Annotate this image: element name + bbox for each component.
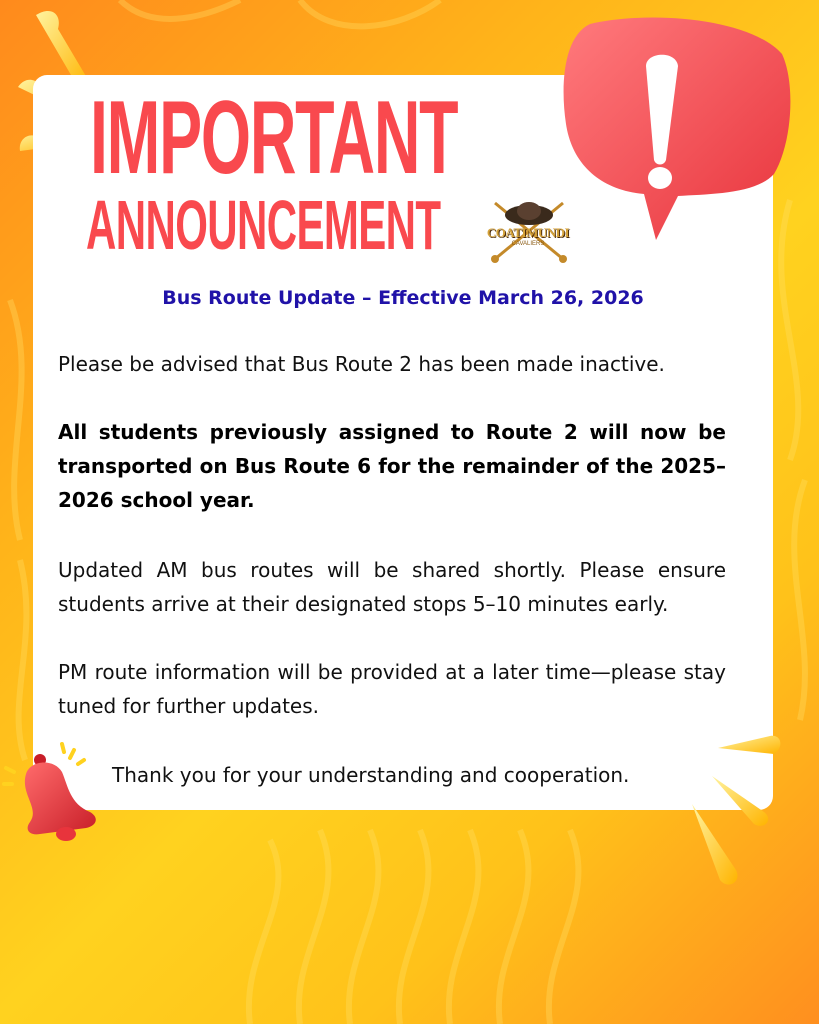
logo-name: COATIMUNDI <box>486 225 570 240</box>
closing-message: Thank you for your understanding and cooperation. <box>112 763 630 787</box>
subtitle: Bus Route Update – Effective March 26, 2026 <box>162 287 644 309</box>
paragraph-route-inactive: Please be advised that Bus Route 2 has been made inactive. <box>58 352 665 376</box>
title-announcement: ANNOUNCEMENT <box>86 186 441 264</box>
party-cone-icon <box>690 730 790 895</box>
paragraph-pm-routes: PM route information will be provided at a later time—please stay tuned for further updates. <box>58 660 726 718</box>
logo-subtitle: CAVALIERS <box>511 241 545 247</box>
paragraph-am-routes: Updated AM bus routes will be shared shortly. Please ensure students arrive at their designated stops 5–10 minutes early. <box>58 558 726 616</box>
title-important: IMPORTANT <box>90 80 458 196</box>
paragraph-route-reassignment: All students previously assigned to Route 2 will now be transported on Bus Route 6 for the remainder of the 2025–2026 school year. <box>58 420 726 512</box>
exclamation-bubble-icon <box>560 14 800 244</box>
bell-icon <box>0 738 110 842</box>
